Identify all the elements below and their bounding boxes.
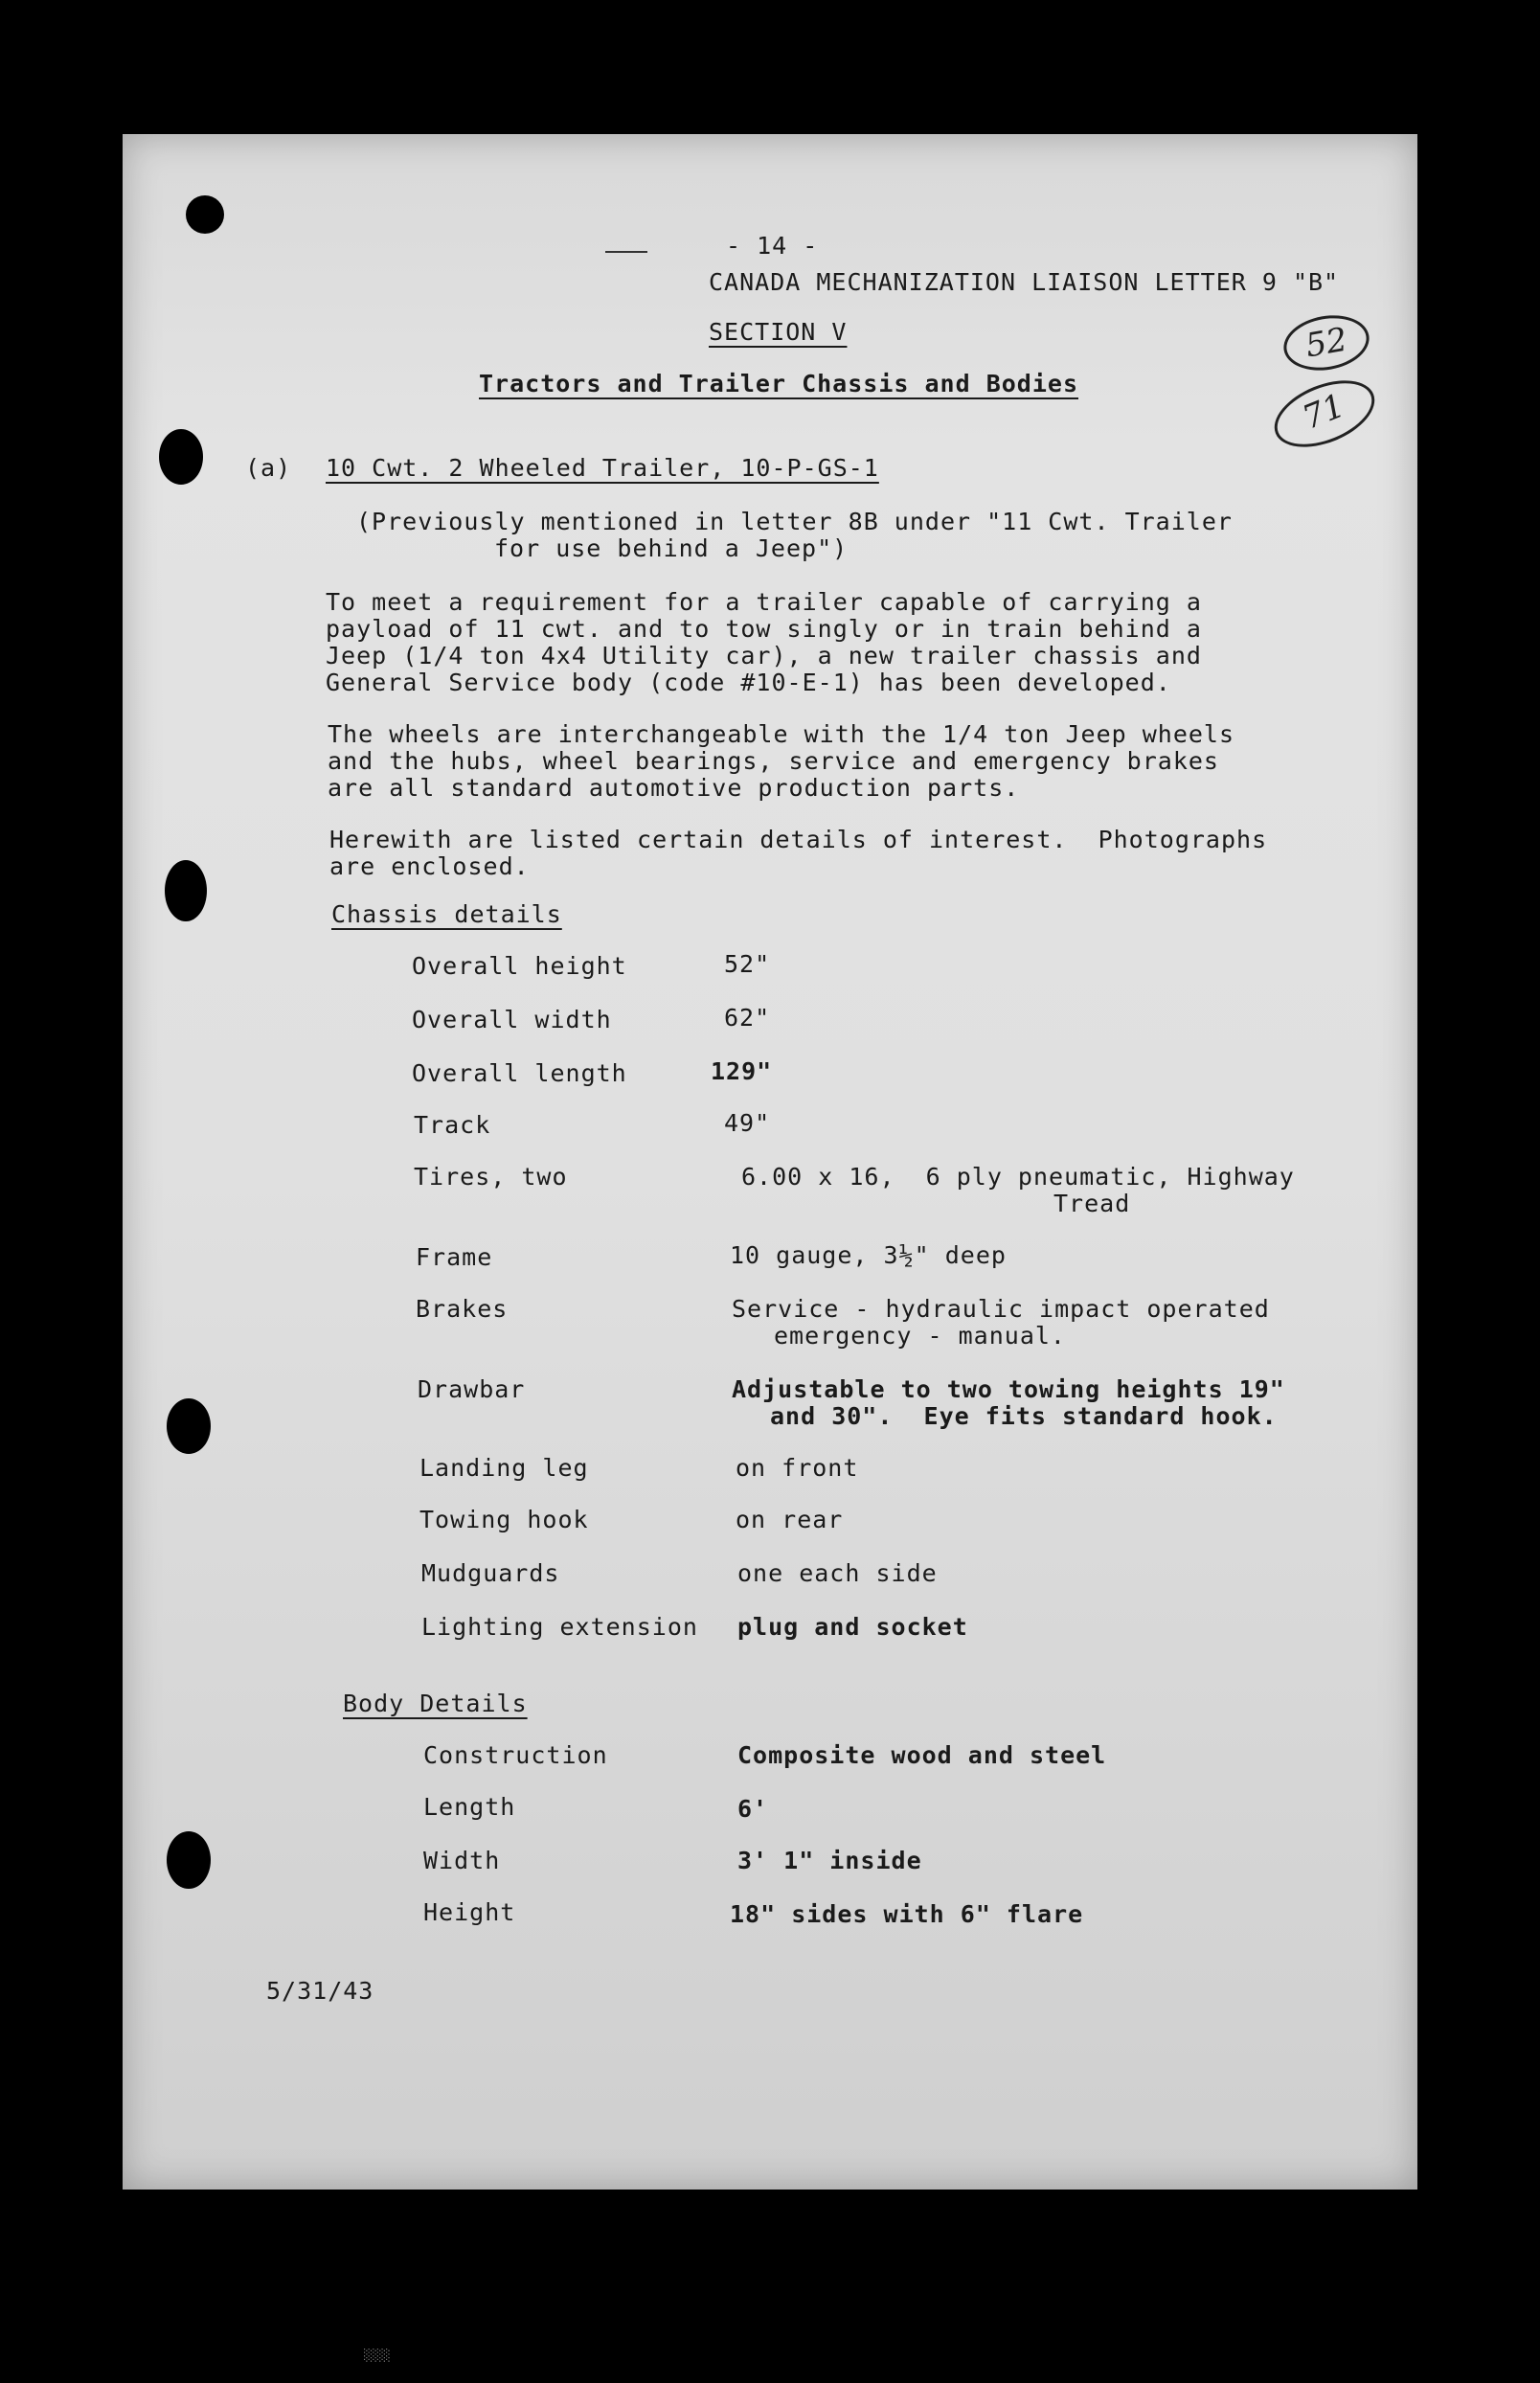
body-row-label: Width xyxy=(423,1847,501,1874)
chassis-row-value: 49" xyxy=(724,1109,771,1137)
paragraph-1-line-2: payload of 11 cwt. and to tow singly or in train behind a xyxy=(326,615,1202,643)
body-row-value: Composite wood and steel xyxy=(737,1741,1107,1769)
item-note-line-1: (Previously mentioned in letter 8B under "11 Cwt. Trailer xyxy=(356,508,1233,535)
chassis-row-value: 62" xyxy=(724,1004,771,1032)
body-row-label: Length xyxy=(423,1793,516,1821)
chassis-row-value: one each side xyxy=(737,1559,938,1587)
body-row-value: 18" sides with 6" flare xyxy=(730,1900,1084,1928)
punch-hole xyxy=(186,195,224,234)
item-label: (a) xyxy=(245,454,292,482)
item-note-line-2: for use behind a Jeep") xyxy=(494,534,849,562)
section-label: SECTION V xyxy=(709,318,848,346)
chassis-row-value: 52" xyxy=(724,950,771,978)
body-row-value: 6' xyxy=(737,1795,769,1823)
handwritten-circle-2 xyxy=(1265,368,1384,461)
document-date: 5/31/43 xyxy=(266,1977,374,2005)
chassis-row-label: Overall width xyxy=(412,1006,612,1033)
chassis-row-value: 6.00 x 16, 6 ply pneumatic, Highway xyxy=(741,1163,1295,1191)
handwritten-number-1: 52 xyxy=(1302,320,1350,366)
chassis-row-label: Landing leg xyxy=(419,1454,589,1482)
paragraph-3-line-1: Herewith are listed certain details of interest. Photographs xyxy=(329,826,1268,853)
chassis-row-label: Overall height xyxy=(412,952,627,980)
chassis-row-label: Lighting extension xyxy=(421,1613,698,1641)
chassis-row-value: 10 gauge, 3½" deep xyxy=(730,1241,1007,1269)
chassis-row-value: on rear xyxy=(736,1506,844,1533)
chassis-row-label: Drawbar xyxy=(418,1375,526,1403)
chassis-row-value: plug and socket xyxy=(737,1613,968,1641)
chassis-row-label: Track xyxy=(414,1111,491,1139)
chassis-row-value: on front xyxy=(736,1454,859,1482)
body-details-heading: Body Details xyxy=(343,1690,528,1717)
item-title: 10 Cwt. 2 Wheeled Trailer, 10-P-GS-1 xyxy=(326,454,879,482)
header-dash xyxy=(605,251,647,253)
chassis-row-value: Adjustable to two towing heights 19" xyxy=(732,1375,1285,1403)
section-title: Tractors and Trailer Chassis and Bodies xyxy=(479,370,1078,397)
page-number: - 14 - xyxy=(726,232,819,260)
handwritten-circle-1 xyxy=(1280,309,1373,377)
chassis-row-value-continued: emergency - manual. xyxy=(774,1322,1066,1350)
chassis-row-value: Service - hydraulic impact operated xyxy=(732,1295,1270,1323)
paragraph-1-line-3: Jeep (1/4 ton 4x4 Utility car), a new trailer chassis and xyxy=(326,642,1202,670)
chassis-row-value-continued: Tread xyxy=(1053,1190,1131,1217)
punch-hole xyxy=(165,860,207,921)
film-edge-mark: ░░░ xyxy=(364,2349,391,2362)
body-row-value: 3' 1" inside xyxy=(737,1847,922,1874)
chassis-row-label: Overall length xyxy=(412,1059,627,1087)
document-page xyxy=(123,134,1417,2190)
letter-title: CANADA MECHANIZATION LIAISON LETTER 9 "B" xyxy=(709,268,1340,296)
chassis-row-label: Tires, two xyxy=(414,1163,568,1191)
punch-hole xyxy=(167,1398,211,1454)
chassis-row-label: Frame xyxy=(416,1243,493,1271)
chassis-row-label: Brakes xyxy=(416,1295,509,1323)
punch-hole xyxy=(167,1831,211,1889)
paragraph-1-line-4: General Service body (code #10-E-1) has been developed. xyxy=(326,669,1171,696)
paragraph-2-line-3: are all standard automotive production parts. xyxy=(328,774,1020,802)
punch-hole xyxy=(159,429,203,485)
paragraph-2-line-1: The wheels are interchangeable with the 1/4 ton Jeep wheels xyxy=(328,720,1235,748)
paragraph-2-line-2: and the hubs, wheel bearings, service and emergency brakes xyxy=(328,747,1219,775)
handwritten-number-2: 71 xyxy=(1297,386,1350,438)
paragraph-1-line-1: To meet a requirement for a trailer capable of carrying a xyxy=(326,588,1202,616)
body-row-label: Construction xyxy=(423,1741,608,1769)
chassis-row-label: Mudguards xyxy=(421,1559,560,1587)
chassis-row-value: 129" xyxy=(711,1057,773,1085)
paragraph-3-line-2: are enclosed. xyxy=(329,852,530,880)
body-row-label: Height xyxy=(423,1898,516,1926)
chassis-heading: Chassis details xyxy=(331,900,562,928)
chassis-row-value-continued: and 30". Eye fits standard hook. xyxy=(770,1402,1278,1430)
chassis-row-label: Towing hook xyxy=(419,1506,589,1533)
